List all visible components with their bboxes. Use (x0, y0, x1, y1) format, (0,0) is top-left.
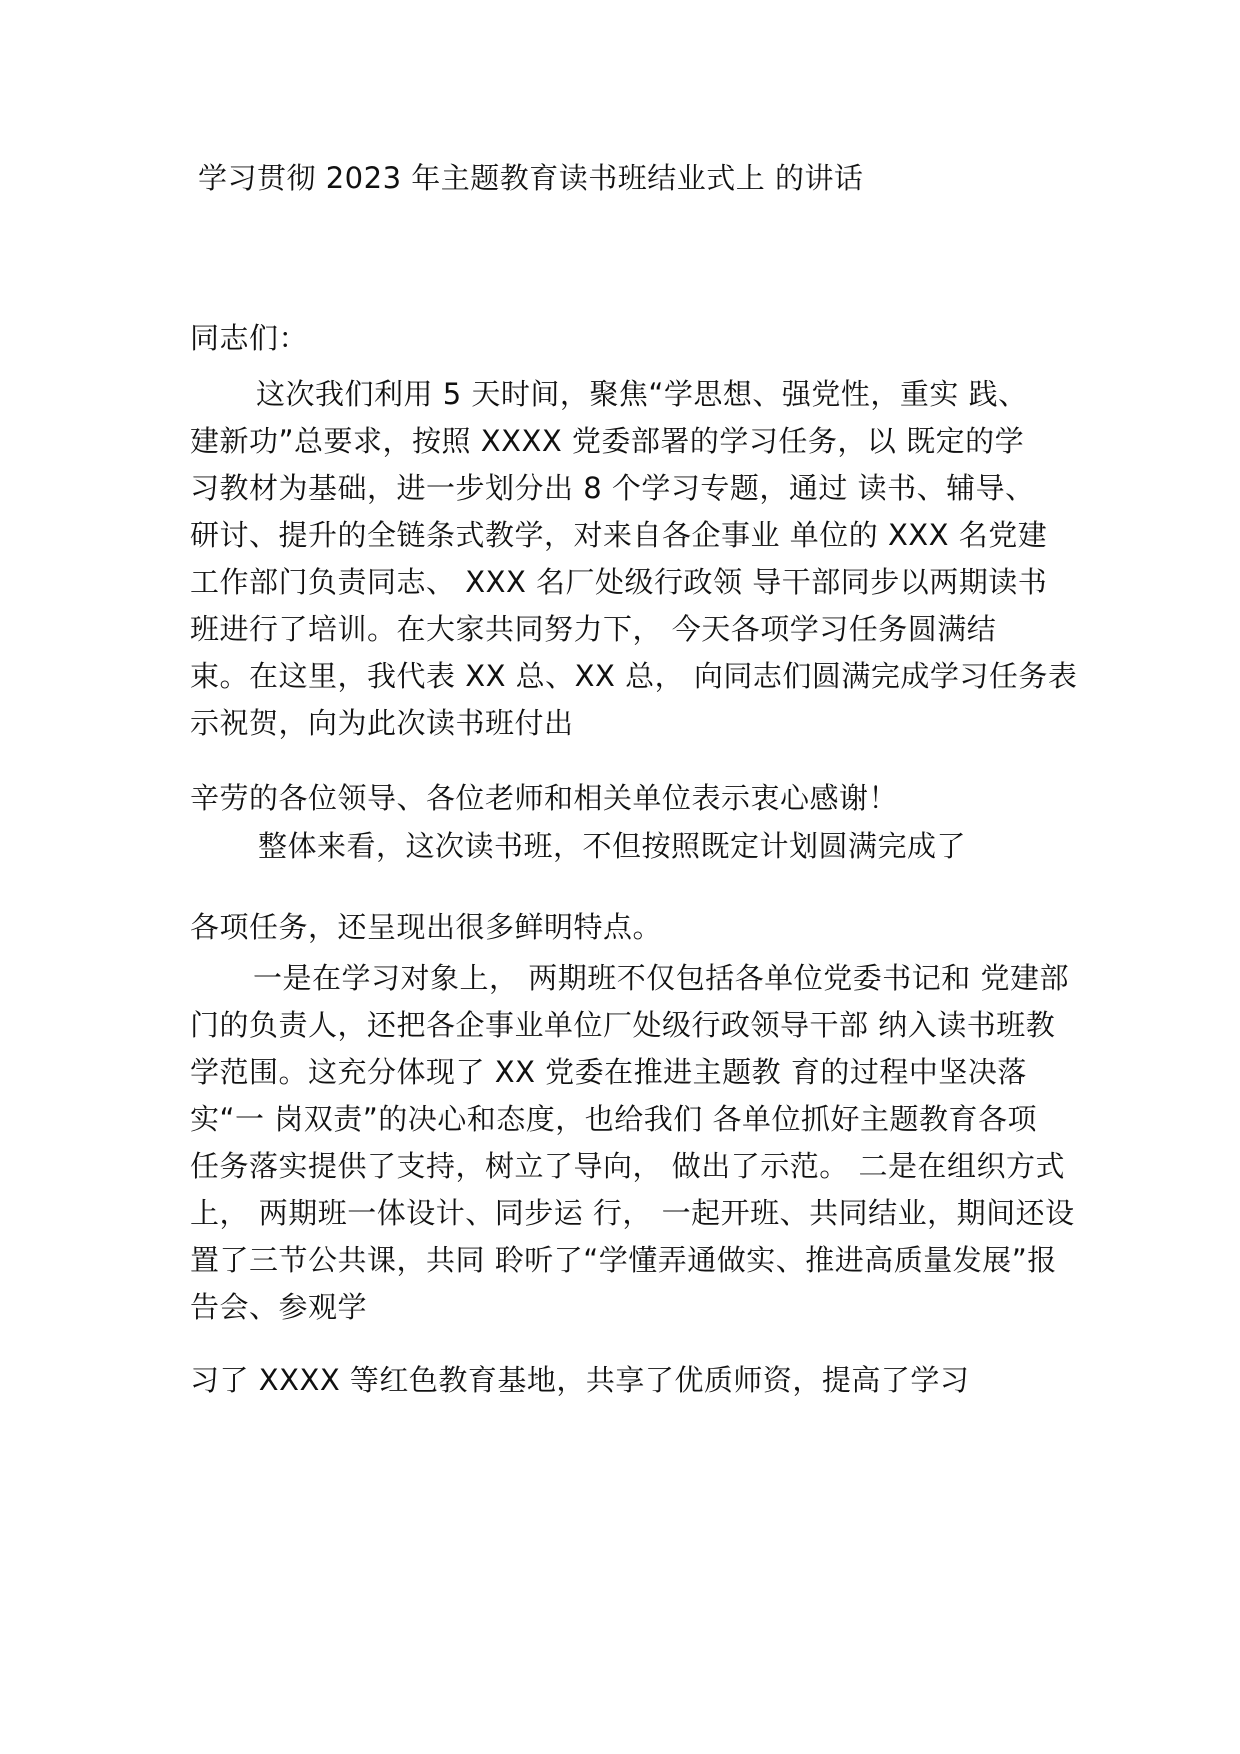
document-title: 学习贯彻 2023 年主题教育读书班结业式上 的讲话 (198, 161, 864, 195)
body-line: 实“一 岗双责”的决心和态度，也给我们 各单位抓好主题教育各项 (190, 1102, 1037, 1136)
body-line: 学范围。这充分体现了 XX 党委在推进主题教 育的过程中坚决落 (190, 1055, 1027, 1089)
salutation: 同志们： (190, 321, 309, 355)
body-line: 整体来看，这次读书班，不但按照既定计划圆满完成了 (258, 829, 967, 863)
body-line: 任务落实提供了支持，树立了导向， 做出了示范。 二是在组织方式 (190, 1149, 1065, 1183)
body-line: 研讨、提升的全链条式教学，对来自各企事业 单位的 XXX 名党建 (190, 518, 1048, 552)
body-line: 告会、参观学 (190, 1290, 368, 1324)
body-line: 门的负责人，还把各企事业单位厂处级行政领导干部 纳入读书班教 (190, 1008, 1056, 1042)
body-line: 辛劳的各位领导、各位老师和相关单位表示衷心感谢！ (190, 781, 899, 815)
body-line: 建新功”总要求，按照 XXXX 党委部署的学习任务，以 既定的学 (190, 424, 1025, 458)
body-line: 一是在学习对象上， 两期班不仅包括各单位党委书记和 党建部 (253, 961, 1069, 995)
body-line: 工作部门负责同志、 XXX 名厂处级行政领 导干部同步以两期读书 (190, 565, 1048, 599)
body-line: 各项任务，还呈现出很多鲜明特点。 (190, 910, 663, 944)
body-line: 这次我们利用 5 天时间，聚焦“学思想、强党性，重实 践、 (256, 377, 1028, 411)
body-line: 置了三节公共课，共同 聆听了“学懂弄通做实、推进高质量发展”报 (190, 1243, 1057, 1277)
body-line: 上， 两期班一体设计、同步运 行， 一起开班、共同结业，期间还设 (190, 1196, 1075, 1230)
body-line: 束。在这里，我代表 XX 总、XX 总， 向同志们圆满完成学习任务表 (190, 659, 1078, 693)
body-line: 习了 XXXX 等红色教育基地，共享了优质师资，提高了学习 (190, 1363, 970, 1397)
body-line: 示祝贺，向为此次读书班付出 (190, 706, 574, 740)
body-line: 班进行了培训。在大家共同努力下， 今天各项学习任务圆满结 (190, 612, 997, 646)
body-line: 习教材为基础，进一步划分出 8 个学习专题，通过 读书、辅导、 (190, 471, 1035, 505)
